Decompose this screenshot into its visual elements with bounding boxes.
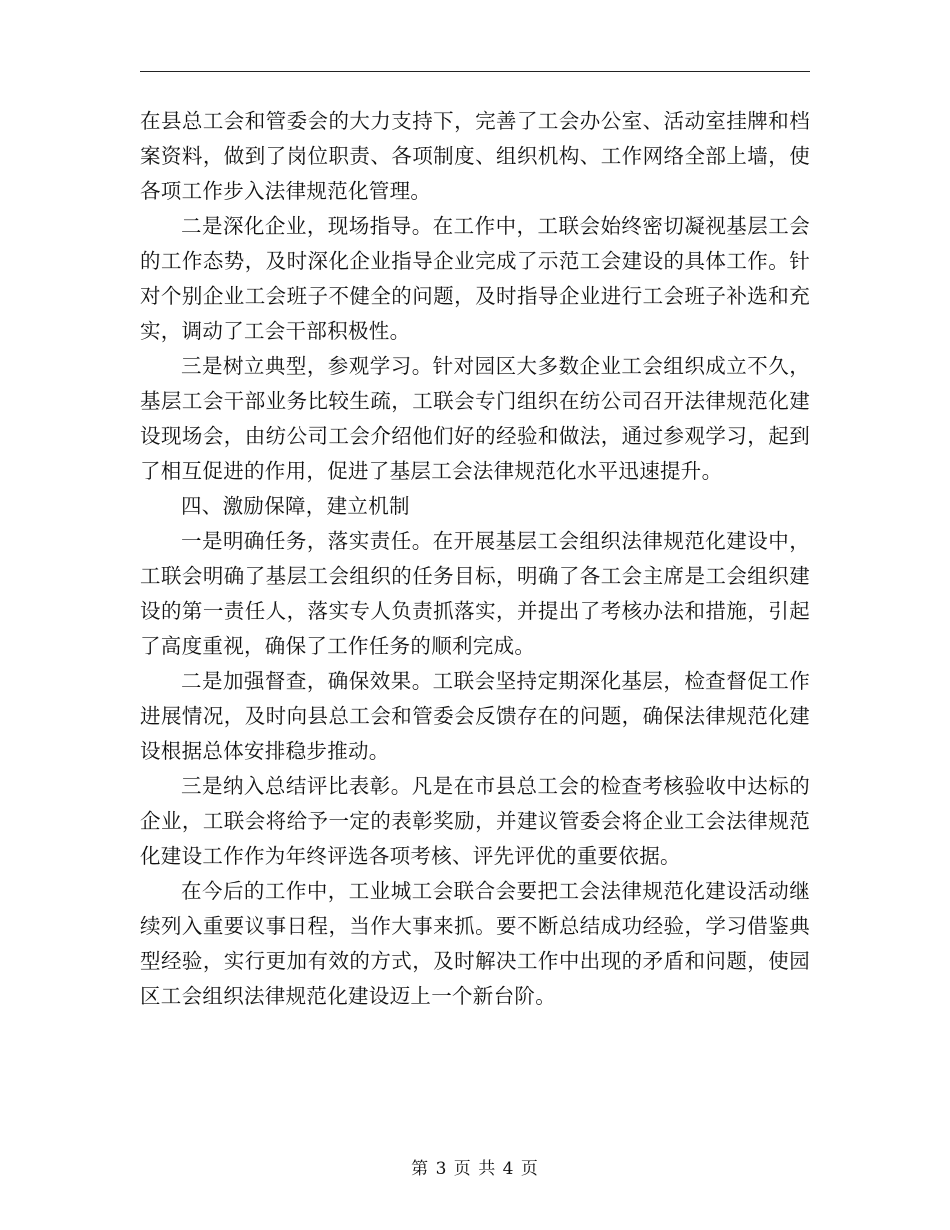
paragraph-6: 二是加强督查，确保效果。工联会坚持定期深化基层，检查督促工作进展情况，及时向县总工会和管委会反馈存在的问题，确保法律规范化建设根据总体安排稳步推动。: [140, 669, 810, 763]
paragraph-5: 一是明确任务，落实责任。在开展基层工会组织法律规范化建设中，工联会明确了基层工会组织的任务目标，明确了各工会主席是工会组织建设的第一责任人，落实专人负责抓落实，并提出了考核办法和措施，引起了高度重视，确保了工作任务的顺利完成。: [140, 529, 810, 658]
document-body: [140, 104, 810, 1014]
paragraph-8: 在今后的工作中，工业城工会联合会要把工会法律规范化建设活动继续列入重要议事日程，当作大事来抓。要不断总结成功经验，学习借鉴典型经验，实行更加有效的方式，及时解决工作中出现的矛盾和问题，使园区工会组织法律规范化建设迈上一个新台阶。: [140, 879, 810, 1008]
page-number: 第 3 页 共 4 页: [411, 1159, 539, 1179]
paragraph-2: 二是深化企业，现场指导。在工作中，工联会始终密切凝视基层工会的工作态势，及时深化企业指导企业完成了示范工会建设的具体工作。针对个别企业工会班子不健全的问题，及时指导企业进行工会班子补选和充实，调动了工会干部积极性。: [140, 214, 810, 343]
paragraph-3: 三是树立典型，参观学习。针对园区大多数企业工会组织成立不久，基层工会干部业务比较生疏，工联会专门组织在纺公司召开法律规范化建设现场会，由纺公司工会介绍他们好的经验和做法，通过参观学习，起到了相互促进的作用，促进了基层工会法律规范化水平迅速提升。: [140, 354, 810, 483]
paragraph-7: 三是纳入总结评比表彰。凡是在市县总工会的检查考核验收中达标的企业，工联会将给予一定的表彰奖励，并建议管委会将企业工会法律规范化建设工作作为年终评选各项考核、评先评优的重要依据。: [140, 774, 810, 868]
section-heading: 四、激励保障，建立机制: [181, 494, 410, 518]
paragraph-1: 在县总工会和管委会的大力支持下，完善了工会办公室、活动室挂牌和档案资料，做到了岗位职责、各项制度、组织机构、工作网络全部上墙，使各项工作步入法律规范化管理。: [140, 109, 810, 203]
header-rule: [140, 71, 810, 72]
